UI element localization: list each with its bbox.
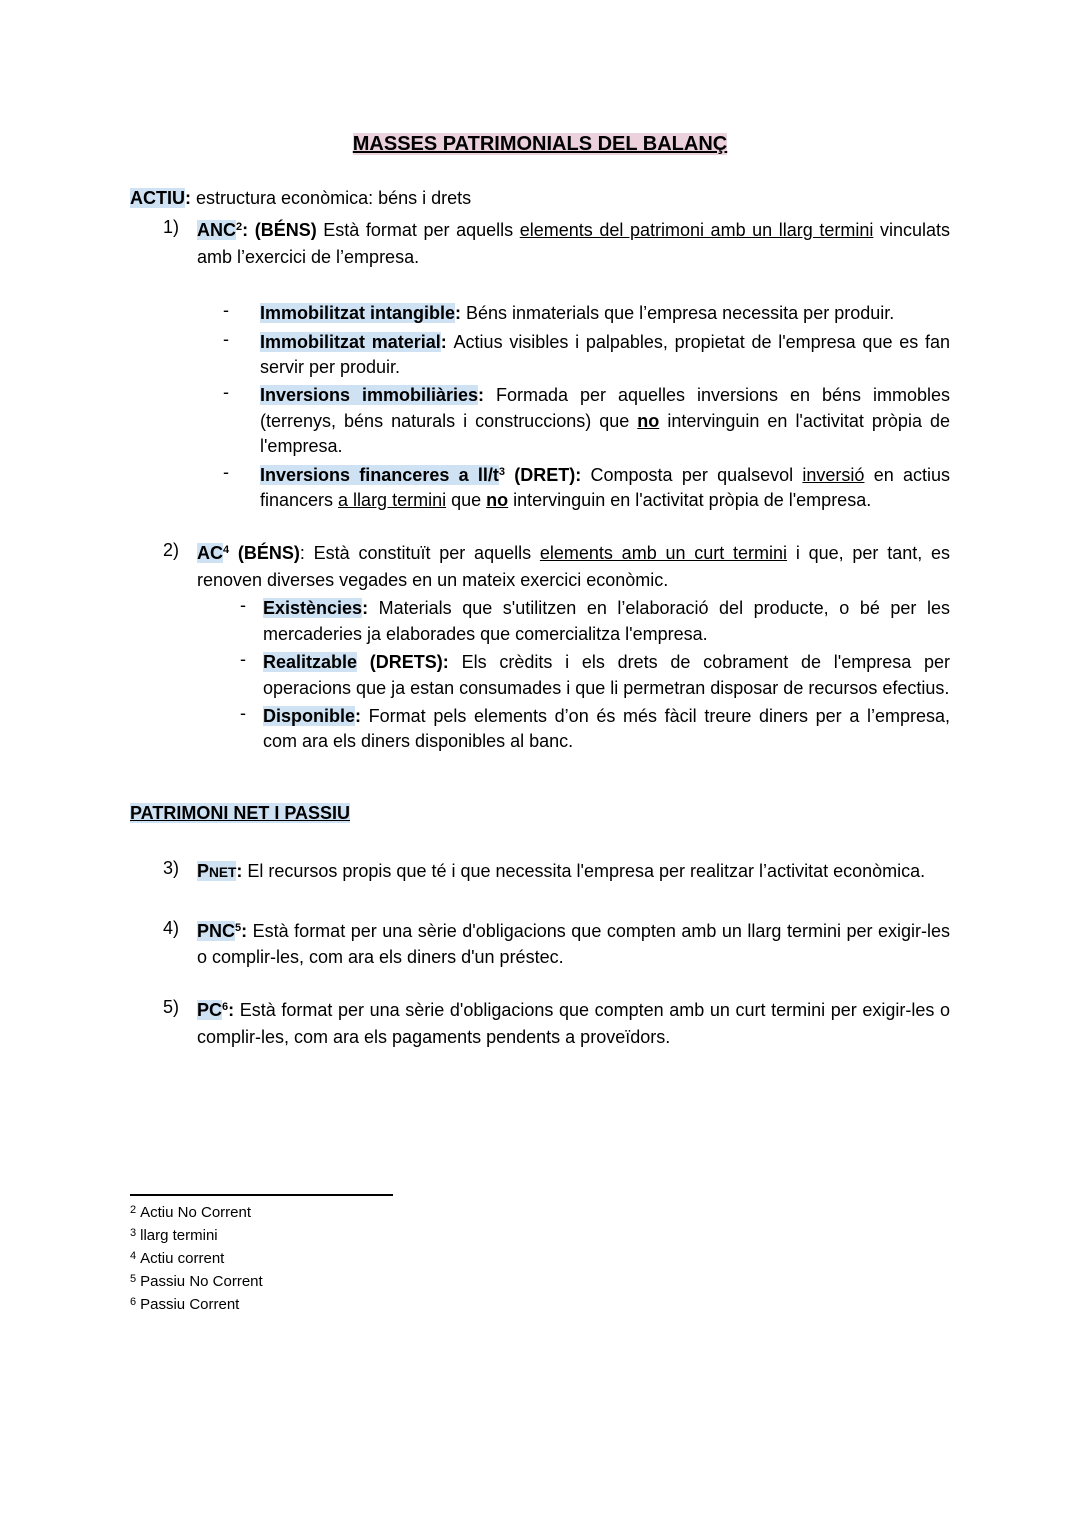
text-run: :	[242, 220, 255, 241]
text-run: :	[228, 1000, 240, 1021]
text-run: Està format per una sèrie d'obligacions que compten amb un curt termini per exigir-les o complir-les, com ara els pagaments pendents a proveïdors.	[197, 1000, 951, 1047]
superscript: 4	[223, 544, 230, 557]
section-heading-patrimoni	[130, 801, 950, 826]
text-run: estructura econòmica: béns i drets	[196, 188, 472, 208]
footnote-number: 4	[130, 1250, 137, 1263]
list-item-body	[263, 647, 950, 701]
footnote-number: 6	[130, 1296, 137, 1309]
list-item-immobilitzat-material	[130, 327, 950, 381]
text-run: :	[241, 920, 253, 941]
footnote	[130, 1269, 950, 1292]
list-item-body	[197, 995, 950, 1050]
text-run: AC	[197, 543, 223, 564]
list-marker: -	[240, 649, 246, 670]
list-item-pc	[130, 995, 950, 1050]
text-run: Béns inmaterials que l’empresa necessita per produir.	[466, 303, 895, 324]
list-item-inversions-financeres	[130, 460, 950, 514]
text-run: :	[236, 861, 248, 882]
list-item-body	[263, 593, 950, 647]
term-highlight: Immobilitzat intangible	[260, 303, 456, 324]
text-run: intervinguin en l'activitat pròpia de l'empresa.	[260, 410, 950, 457]
list-item-body	[263, 701, 950, 755]
text-run: PNC	[197, 920, 236, 941]
text-run: (DRETS):	[357, 652, 462, 673]
term-highlight	[197, 1000, 222, 1020]
list-item-body	[197, 215, 950, 270]
list-item-immobilitzat-intangible	[130, 298, 950, 326]
actiu-term: ACTIU	[130, 188, 185, 208]
text-run: (BÉNS)	[254, 220, 317, 241]
list-item-pnc	[130, 916, 950, 971]
footnote-text: Passiu No Corrent	[140, 1273, 263, 1291]
text-run: no	[637, 410, 660, 431]
list-item-ac	[130, 538, 950, 593]
text-run: :	[440, 331, 454, 352]
text-run: :	[185, 188, 196, 208]
list-item-realitzable	[130, 647, 950, 701]
text-run: El recursos propis que té i que necessita l'empresa per realitzar l’activitat econòmica.	[247, 861, 926, 882]
footnote-text: Passiu Corrent	[140, 1296, 240, 1314]
text-run: Format pels elements d’on és més fàcil treure diners per a l’empresa, com ara els diners disponibles al banc.	[263, 705, 951, 752]
text-run: Materials que s'utilitzen en l’elaboració del producte, o bé per les mercaderies ja elaborades que comercialitza l'empresa.	[263, 598, 950, 644]
footnote-number: 3	[130, 1227, 137, 1240]
text-run: Composta per qualsevol	[590, 464, 803, 485]
text-run: :	[478, 385, 497, 406]
footnote-number: 5	[130, 1273, 137, 1286]
text-run: NET	[209, 865, 237, 881]
sublist-ac	[130, 593, 950, 754]
text-run: Formada per aquelles inversions en béns immobles (terrenys, béns naturals i construccions) que	[260, 385, 950, 431]
list-marker: 3)	[163, 858, 180, 879]
list-item-anc	[130, 215, 950, 270]
superscript: 5	[235, 921, 242, 934]
text-run: elements amb un curt termini	[539, 543, 788, 564]
term-highlight: Realitzable	[263, 652, 358, 673]
term-highlight: Inversions immobiliàries	[260, 385, 479, 406]
list-marker: -	[240, 595, 246, 616]
footnote	[130, 1200, 950, 1223]
document-title-text: MASSES PATRIMONIALS DEL BALANÇ	[352, 133, 728, 155]
list-item-body	[197, 856, 950, 885]
list-item-body	[197, 538, 950, 593]
list-item-pnet	[130, 856, 950, 885]
list-marker: -	[240, 702, 246, 723]
text-run: vinculats amb l’exercici de l’empresa.	[197, 220, 950, 267]
footnote-number: 2	[130, 1204, 137, 1217]
list-marker: -	[223, 300, 229, 321]
list-marker: -	[223, 328, 229, 349]
list-marker: -	[223, 382, 229, 403]
text-run: Està format per aquells	[316, 220, 520, 241]
list-marker: 1)	[163, 217, 180, 238]
term-highlight	[197, 543, 223, 563]
term-highlight: Immobilitzat material	[260, 331, 441, 352]
list-item-body	[260, 298, 950, 326]
footnote	[130, 1246, 950, 1269]
list-item-body	[260, 460, 950, 514]
text-run: :	[362, 598, 379, 619]
footnotes-section	[130, 1194, 950, 1315]
list-item-disponible	[130, 701, 950, 755]
text-run: en actius financers	[260, 464, 951, 511]
term-highlight	[197, 220, 236, 240]
text-run: PC	[197, 1000, 223, 1021]
text-run: :	[455, 303, 467, 324]
footnote	[130, 1223, 950, 1246]
term-highlight: Disponible	[263, 705, 356, 726]
text-run: : Està constituït per aquells	[299, 543, 540, 564]
sublist-anc	[130, 298, 950, 513]
text-run: que	[446, 490, 487, 511]
term-highlight: Existències	[263, 598, 363, 619]
list-item-existencies	[130, 593, 950, 647]
term-highlight	[197, 861, 236, 881]
list-marker: -	[223, 461, 229, 482]
text-run: (BÉNS)	[237, 543, 300, 564]
text-run: :	[355, 705, 369, 726]
section-heading-actiu	[130, 186, 950, 211]
text-run: (DRET):	[505, 464, 591, 485]
text-run: a llarg termini	[338, 490, 447, 511]
list-item-body	[197, 916, 950, 971]
text-run: no	[486, 490, 509, 511]
text-run: i que, per tant, es renoven diverses vegades en un mateix exercici econòmic.	[197, 543, 950, 590]
text-run: Actius visibles i palpables, propietat de l'empresa que es fan servir per produir.	[260, 331, 950, 378]
term-highlight: Inversions financeres a ll/t	[260, 464, 499, 485]
text-run: elements del patrimoni amb un llarg termini	[519, 220, 874, 241]
superscript: 6	[222, 1001, 229, 1014]
text-run: intervinguin en l'activitat pròpia de l'empresa.	[508, 490, 872, 511]
footnote-text: Actiu corrent	[140, 1250, 225, 1268]
list-item-body	[260, 327, 950, 381]
footnote-text: llarg termini	[140, 1227, 218, 1245]
superscript: 3	[498, 465, 505, 478]
superscript: 2	[236, 221, 243, 234]
text-run: Està format per una sèrie d'obligacions que compten amb un llarg termini per exigir-les o complir-les, com ara els diners d'un préstec.	[197, 920, 951, 967]
text-run: ANC	[197, 220, 236, 241]
document-title	[130, 131, 950, 158]
footnote-text: Actiu No Corrent	[140, 1204, 251, 1222]
list-item-inversions-immobiliaries	[130, 380, 950, 459]
text-run: Els crèdits i els drets de cobrament de l'empresa per operacions que ja estan consumades i que li permetran disposar de recursos efectius.	[263, 652, 950, 698]
section-heading-text: PATRIMONI NET I PASSIU	[130, 802, 351, 823]
list-marker: 4)	[163, 917, 180, 938]
footnote-separator	[130, 1194, 393, 1196]
text-run: inversió	[802, 464, 865, 485]
term-highlight	[197, 921, 235, 941]
footnote	[130, 1292, 950, 1315]
list-marker: 5)	[163, 997, 180, 1018]
text-run: P	[197, 861, 210, 882]
list-item-body	[260, 380, 950, 459]
text-run	[229, 543, 238, 563]
list-marker: 2)	[163, 540, 180, 561]
